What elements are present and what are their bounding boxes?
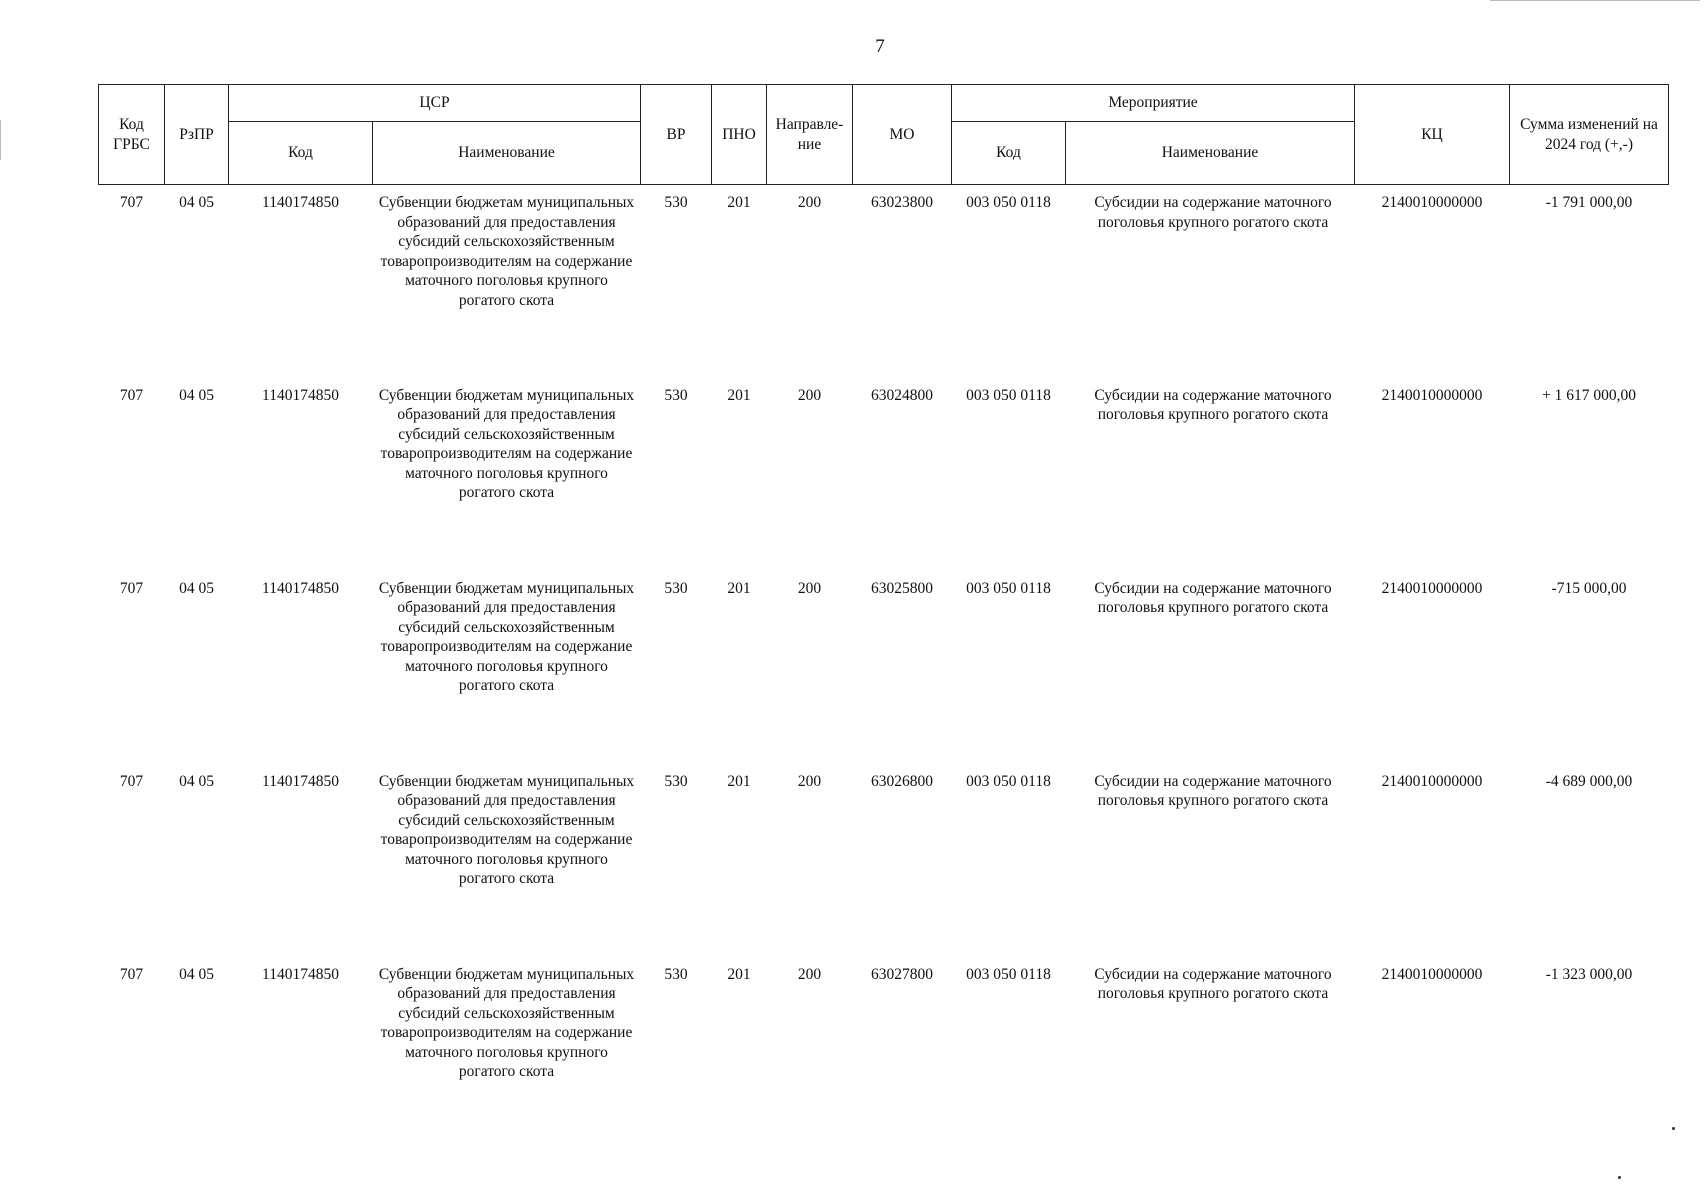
table-header: [99, 85, 1669, 185]
header-kc: КЦ: [1355, 85, 1510, 185]
cell-grbs: 707: [119, 965, 144, 983]
scan-speck: [1618, 1176, 1621, 1179]
cell-pno: 201: [727, 386, 751, 404]
cell-kc: 2140010000000: [1381, 386, 1483, 404]
cell-mo: 63027800: [871, 965, 933, 983]
cell-csr-name: Субвенции бюджетам муниципальных образований для предоставления субсидий сельскохозяйственным товаропроизводителям на содержание маточного поголовья крупного рогатого скота: [378, 965, 635, 1080]
table-row: [99, 571, 1669, 764]
cell-csr-kod: 1140174850: [262, 386, 339, 404]
header-napravlenie: Направле-ние: [767, 85, 853, 185]
cell-csr-kod: 1140174850: [262, 194, 339, 211]
cell-event-kod: 003 050 0118: [966, 965, 1051, 983]
header-csr-group: ЦСР: [229, 85, 641, 122]
cell-event-kod: 003 050 0118: [966, 772, 1051, 790]
scan-speck: [1672, 1127, 1675, 1130]
cell-rzpr: 04 05: [179, 386, 214, 404]
cell-mo: 63023800: [871, 194, 933, 211]
header-vr: ВР: [641, 85, 712, 185]
cell-mo: 63025800: [871, 579, 933, 597]
cell-grbs: 707: [119, 772, 144, 790]
cell-csr-name: Субвенции бюджетам муниципальных образований для предоставления субсидий сельскохозяйственным товаропроизводителям на содержание маточного поголовья крупного рогатого скота: [378, 579, 635, 694]
table-row: [99, 764, 1669, 957]
cell-event-name: Субсидии на содержание маточного поголовья крупного рогатого скота: [1094, 965, 1332, 1002]
cell-csr-kod: 1140174850: [262, 772, 339, 790]
cell-napravlenie: 200: [797, 579, 822, 597]
cell-event-kod: 003 050 0118: [966, 386, 1051, 404]
cell-summa: + 1 617 000,00: [1542, 386, 1636, 404]
cell-vr: 530: [664, 194, 688, 211]
header-event-kod: Код: [952, 122, 1066, 185]
scan-edge-mark: [1490, 0, 1700, 1]
cell-event-name: Субсидии на содержание маточного поголовья крупного рогатого скота: [1094, 386, 1332, 423]
cell-mo: 63026800: [871, 772, 933, 790]
cell-pno: 201: [727, 194, 751, 211]
cell-csr-name: Субвенции бюджетам муниципальных образований для предоставления субсидий сельскохозяйственным товаропроизводителям на содержание маточного поголовья крупного рогатого скота: [378, 772, 635, 887]
header-summa: Сумма изменений на 2024 год (+,-): [1510, 85, 1669, 185]
cell-vr: 530: [664, 772, 688, 790]
cell-vr: 530: [664, 965, 688, 983]
cell-vr: 530: [664, 386, 688, 404]
cell-napravlenie: 200: [797, 386, 822, 404]
scan-edge-mark: [0, 120, 1, 160]
table-row: [99, 378, 1669, 571]
header-pno: ПНО: [712, 85, 767, 185]
page-number: 7: [875, 36, 885, 57]
header-event-name: Наименование: [1066, 122, 1355, 185]
budget-changes-table: [98, 84, 1669, 1150]
cell-csr-name: Субвенции бюджетам муниципальных образований для предоставления субсидий сельскохозяйственным товаропроизводителям на содержание маточного поголовья крупного рогатого скота: [378, 194, 635, 309]
cell-rzpr: 04 05: [179, 194, 214, 211]
cell-napravlenie: 200: [797, 194, 822, 211]
header-rzpr: РзПР: [165, 85, 229, 185]
cell-event-kod: 003 050 0118: [966, 579, 1051, 597]
cell-summa: -1 323 000,00: [1545, 965, 1633, 983]
cell-kc: 2140010000000: [1381, 579, 1483, 597]
cell-rzpr: 04 05: [179, 772, 214, 790]
cell-pno: 201: [727, 965, 751, 983]
header-kod-grbs: Код ГРБС: [99, 85, 165, 185]
cell-kc: 2140010000000: [1381, 772, 1483, 790]
cell-csr-kod: 1140174850: [262, 965, 339, 983]
header-csr-kod: Код: [229, 122, 373, 185]
cell-rzpr: 04 05: [179, 579, 214, 597]
table-row: [99, 957, 1669, 1150]
cell-summa: -4 689 000,00: [1545, 772, 1633, 790]
cell-event-kod: 003 050 0118: [966, 194, 1051, 211]
table-row: [99, 185, 1669, 378]
cell-summa: -715 000,00: [1551, 579, 1627, 597]
cell-grbs: 707: [119, 386, 144, 404]
table-body: [99, 185, 1669, 1150]
cell-event-name: Субсидии на содержание маточного поголовья крупного рогатого скота: [1094, 194, 1332, 231]
cell-napravlenie: 200: [797, 965, 822, 983]
header-event-group: Мероприятие: [952, 85, 1355, 122]
cell-mo: 63024800: [871, 386, 933, 404]
header-csr-name: Наименование: [373, 122, 641, 185]
header-mo: МО: [853, 85, 952, 185]
cell-grbs: 707: [119, 194, 144, 211]
cell-event-name: Субсидии на содержание маточного поголовья крупного рогатого скота: [1094, 579, 1332, 616]
cell-vr: 530: [664, 579, 688, 597]
cell-pno: 201: [727, 772, 751, 790]
cell-kc: 2140010000000: [1381, 965, 1483, 983]
cell-csr-name: Субвенции бюджетам муниципальных образований для предоставления субсидий сельскохозяйственным товаропроизводителям на содержание маточного поголовья крупного рогатого скота: [378, 386, 635, 501]
cell-rzpr: 04 05: [179, 965, 214, 983]
cell-napravlenie: 200: [797, 772, 822, 790]
cell-summa: -1 791 000,00: [1545, 194, 1633, 211]
cell-csr-kod: 1140174850: [262, 579, 339, 597]
cell-kc: 2140010000000: [1381, 194, 1483, 211]
cell-event-name: Субсидии на содержание маточного поголовья крупного рогатого скота: [1094, 772, 1332, 809]
cell-grbs: 707: [119, 579, 144, 597]
cell-pno: 201: [727, 579, 751, 597]
